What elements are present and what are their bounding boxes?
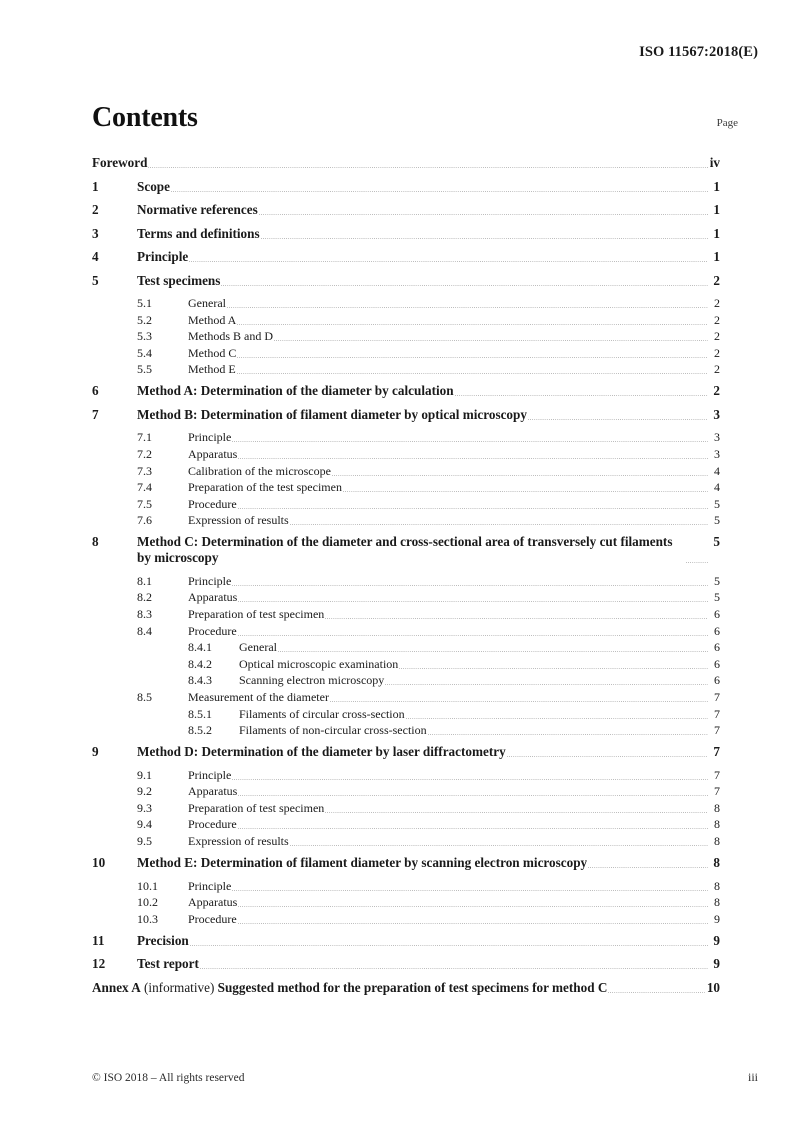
- toc-entry-page-number: 7: [714, 690, 720, 704]
- toc-entry-number: 7.1: [137, 430, 152, 445]
- toc-entry-page-number: 8: [714, 800, 720, 815]
- toc-entry-title: Method A: [188, 312, 237, 327]
- toc-entry-number: 8.4.3: [188, 673, 212, 688]
- toc-entry[interactable]: [92, 497, 720, 512]
- toc-entry-number: 9.1: [137, 767, 152, 782]
- toc-entry-page-number: 5: [714, 496, 720, 511]
- toc-header: [92, 104, 738, 132]
- toc-entry-title: Procedure: [188, 496, 237, 511]
- toc-entry-page-number: 5: [714, 573, 720, 588]
- toc-entry[interactable]: [92, 362, 720, 377]
- toc-entry-title: Scope: [137, 178, 170, 194]
- annex-label: Annex A: [92, 979, 141, 995]
- dot-leader: [190, 945, 708, 946]
- toc-entry[interactable]: [92, 346, 720, 361]
- toc-entry-title: Apparatus: [188, 895, 238, 910]
- toc-entry-number: 10.3: [137, 911, 158, 926]
- toc-entry-page-number: 2: [714, 345, 720, 360]
- dot-leader: [232, 890, 708, 891]
- dot-leader: [428, 734, 708, 735]
- toc-entry-number: 5.3: [137, 329, 152, 344]
- toc-entry-title: Principle: [188, 430, 232, 445]
- toc-entry-page-number: 1: [713, 202, 720, 217]
- toc-entry-title: Principle: [188, 767, 232, 782]
- annex-kind: (informative): [144, 979, 215, 995]
- toc-entry-page-number: 8: [713, 855, 720, 871]
- toc-entry-number: 7.3: [137, 463, 152, 478]
- toc-entry[interactable]: [92, 624, 720, 639]
- toc-entry[interactable]: [92, 155, 720, 171]
- toc-entry-page-number: 6: [714, 656, 720, 671]
- toc-entry-page-number: 7: [714, 767, 720, 782]
- toc-entry-title: Preparation of test specimen: [188, 800, 325, 815]
- toc-entry-title: Procedure: [188, 817, 237, 832]
- toc-entry[interactable]: [92, 590, 720, 605]
- toc-entry-number: 10.2: [137, 895, 158, 910]
- toc-entry-page-number: 6: [714, 607, 720, 622]
- toc-entry-page-number: 6: [714, 673, 720, 688]
- toc-entry-title: Scanning electron microscopy: [239, 673, 385, 688]
- dot-leader: [232, 779, 708, 780]
- toc-entry[interactable]: [92, 707, 720, 722]
- toc-entry-number: 10.1: [137, 878, 158, 893]
- dot-leader: [259, 214, 708, 215]
- toc-entry-number: 11: [92, 932, 105, 948]
- toc-entry[interactable]: [92, 249, 720, 265]
- toc-entry-title: Method E: Determination of filament diameter by scanning electron microscopy: [137, 855, 588, 871]
- toc-entry[interactable]: [92, 329, 720, 344]
- toc-entry[interactable]: [92, 817, 720, 832]
- toc-entry[interactable]: [92, 464, 720, 479]
- toc-entry-page-number: 6: [714, 640, 720, 655]
- toc-entry-title: Foreword: [92, 155, 148, 170]
- toc-entry-title: Test specimens: [137, 272, 221, 288]
- toc-entry[interactable]: [92, 855, 720, 871]
- toc-entry-number: 8.4.1: [188, 640, 212, 655]
- toc-entry[interactable]: [92, 801, 720, 816]
- toc-entry-number: 5.4: [137, 345, 152, 360]
- toc-entry-page-number: 2: [714, 312, 720, 327]
- toc-entry-title: General: [239, 640, 277, 655]
- dot-leader: [238, 508, 708, 509]
- toc-entry-number: 7.4: [137, 480, 152, 495]
- toc-entry[interactable]: [92, 607, 720, 622]
- toc-entry-number: 7.2: [137, 446, 152, 461]
- toc-entry[interactable]: [92, 202, 720, 218]
- toc-entry-page-number: 5: [713, 534, 720, 550]
- dot-leader: [238, 923, 708, 924]
- toc-entry-number: 5.5: [137, 362, 152, 377]
- toc-entry-title: Principle: [188, 573, 232, 588]
- toc-entry[interactable]: [92, 179, 720, 195]
- toc-entry-title: Expression of results: [188, 513, 289, 528]
- toc-entry-number: 1: [92, 178, 99, 194]
- toc-entry-number: 8.5.2: [188, 723, 212, 738]
- toc-entry-page-number: 7: [714, 723, 720, 738]
- toc-entry-page-number: 2: [714, 329, 720, 344]
- toc-entry-number: 8.4.2: [188, 656, 212, 671]
- toc-entry-title: Optical microscopic examination: [239, 656, 399, 671]
- toc-entry-page-number: 2: [714, 296, 720, 310]
- toc-entry-page-number: 1: [713, 249, 720, 264]
- toc-entry-title: Calibration of the microscope: [188, 463, 331, 478]
- toc-entry-title: Method A: Determination of the diameter by calculation: [137, 383, 454, 399]
- toc-entry[interactable]: [92, 673, 720, 688]
- toc-entry-title: Principle: [188, 878, 232, 893]
- dot-leader: [238, 906, 708, 907]
- page-folio: iii: [747, 1070, 758, 1084]
- toc-entry[interactable]: [92, 744, 720, 760]
- dot-leader: [238, 601, 708, 602]
- toc-entry-title: Filaments of circular cross-section: [239, 706, 405, 721]
- toc-entry-page-number: 7: [714, 784, 720, 799]
- dot-leader: [171, 191, 708, 192]
- toc-entry-page-number: 2: [714, 362, 720, 377]
- toc-entry-page-number: 4: [714, 480, 720, 495]
- toc-entry-number: 6: [92, 383, 99, 399]
- toc-entry-number: 8.3: [137, 607, 152, 622]
- toc-entry-title: Apparatus: [188, 446, 238, 461]
- dot-leader: [528, 419, 708, 420]
- dot-leader: [148, 167, 707, 168]
- toc-entry-number: 8.4: [137, 623, 152, 638]
- dot-leader: [343, 491, 708, 492]
- toc-entry-title: Filaments of non-circular cross-section: [239, 723, 427, 738]
- toc-entry-page-number: 7: [713, 744, 720, 760]
- toc-entry-title: Measurement of the diameter: [188, 690, 329, 704]
- toc-entry[interactable]: [92, 447, 720, 462]
- dot-leader: [406, 718, 708, 719]
- dot-leader: [238, 828, 708, 829]
- toc-entry-title: Preparation of test specimen: [188, 607, 325, 622]
- toc-entry-number: 9: [92, 744, 99, 760]
- dot-leader: [385, 684, 708, 685]
- toc-entry[interactable]: [92, 723, 720, 738]
- toc-entry-number: 10: [92, 855, 106, 871]
- dot-leader: [507, 756, 708, 757]
- toc-entry[interactable]: [92, 574, 720, 589]
- toc-entry[interactable]: [92, 430, 720, 445]
- toc-entry[interactable]: [92, 657, 720, 672]
- toc-entry-page-number: 2: [713, 383, 720, 399]
- dot-leader: [221, 285, 708, 286]
- toc-entry-number: 5.1: [137, 296, 152, 310]
- toc-entry-page-number: 2: [713, 272, 720, 288]
- toc-entry-page-number: 3: [714, 430, 720, 445]
- toc-entry-page-number: 8: [714, 817, 720, 832]
- document-footer: [92, 1070, 758, 1085]
- toc-entry-page-number: 8: [714, 834, 720, 849]
- toc-entry-page-number: 3: [713, 406, 720, 422]
- toc-entry-page-number: 5: [714, 590, 720, 605]
- toc-entry[interactable]: [92, 407, 720, 423]
- toc-entry-title: Apparatus: [188, 784, 238, 799]
- toc-entry-number: 5.2: [137, 312, 152, 327]
- toc-entry-number: 8.2: [137, 590, 152, 605]
- toc-entry-page-number: 1: [713, 225, 720, 241]
- document-header-standard-ref: ISO 11567:2018(E): [639, 44, 758, 60]
- dot-leader: [232, 441, 708, 442]
- dot-leader: [238, 635, 708, 636]
- dot-leader: [399, 668, 708, 669]
- toc-entry[interactable]: [92, 834, 720, 849]
- toc-entry-number: 8.5: [137, 690, 152, 704]
- toc-entry-title: Terms and definitions: [137, 225, 260, 241]
- toc-entry-page-number: 9: [714, 911, 720, 926]
- dot-leader: [274, 340, 708, 341]
- toc-entry-number: 7: [92, 406, 99, 422]
- copyright-notice: © ISO 2018 – All rights reserved: [92, 1072, 245, 1084]
- toc-entry-number: 8.5.1: [188, 706, 212, 721]
- dot-leader: [189, 261, 708, 262]
- toc-entry[interactable]: [92, 296, 720, 311]
- dot-leader: [290, 524, 708, 525]
- toc-entry-number: 7.5: [137, 496, 152, 511]
- toc-entry-title: Method D: Determination of the diameter by laser diffractometry: [137, 744, 506, 760]
- dot-leader: [332, 475, 708, 476]
- toc-entry-page-number: 8: [714, 878, 720, 893]
- dot-leader: [608, 992, 704, 993]
- toc-entry-page-number: 1: [713, 178, 720, 194]
- toc-entry-title: Precision: [137, 932, 189, 948]
- dot-leader: [238, 458, 708, 459]
- dot-leader: [237, 324, 708, 325]
- toc-entry[interactable]: [92, 690, 720, 705]
- toc-entry[interactable]: [92, 313, 720, 328]
- toc-entry[interactable]: [92, 956, 720, 972]
- dot-leader: [325, 618, 708, 619]
- table-of-contents-list: [92, 155, 720, 1003]
- toc-entry-title: Method E: [188, 362, 236, 377]
- toc-entry-title: Test report: [137, 956, 199, 972]
- dot-leader: [330, 701, 708, 702]
- toc-entry-number: 3: [92, 225, 99, 241]
- toc-entry[interactable]: [92, 534, 720, 566]
- toc-entry[interactable]: [92, 768, 720, 783]
- toc-entry-number: 9.2: [137, 784, 152, 799]
- toc-entry-title: Method C: Determination of the diameter and cross-sectional area of transversely cut filaments by microscopy: [137, 534, 673, 566]
- annex-title: Suggested method for the preparation of test specimens for method C: [217, 979, 608, 995]
- toc-entry-number: 8: [92, 534, 99, 550]
- dot-leader: [686, 562, 708, 563]
- dot-leader: [290, 845, 708, 846]
- toc-entry-title: Normative references: [137, 202, 258, 217]
- toc-entry-title: Methods B and D: [188, 329, 273, 344]
- toc-entry-title: Expression of results: [188, 834, 289, 849]
- toc-entry[interactable]: [92, 273, 720, 289]
- toc-entry-number: 5: [92, 272, 99, 288]
- toc-entry-number: 8.1: [137, 573, 152, 588]
- toc-entry-annex[interactable]: [92, 980, 720, 996]
- dot-leader: [238, 795, 708, 796]
- toc-entry-title: Apparatus: [188, 590, 238, 605]
- toc-entry[interactable]: [92, 226, 720, 242]
- toc-entry[interactable]: [92, 784, 720, 799]
- annex-page-number: 10: [706, 979, 720, 995]
- toc-entry-number: 12: [92, 956, 106, 972]
- toc-entry-number: 7.6: [137, 513, 152, 528]
- dot-leader: [237, 357, 708, 358]
- toc-entry-page-number: 9: [713, 956, 720, 972]
- toc-entry-number: 4: [92, 249, 99, 264]
- toc-entry[interactable]: [92, 879, 720, 894]
- dot-leader: [325, 812, 708, 813]
- dot-leader: [232, 585, 708, 586]
- dot-leader: [227, 307, 708, 308]
- toc-entry-number: 9.3: [137, 800, 152, 815]
- dot-leader: [237, 373, 708, 374]
- toc-entry-page-number: iv: [709, 155, 720, 170]
- page-column-label: Page: [716, 117, 738, 129]
- dot-leader: [278, 651, 708, 652]
- toc-entry-title: Procedure: [188, 623, 237, 638]
- toc-entry-title: Method B: Determination of filament diameter by optical microscopy: [137, 406, 527, 422]
- toc-entry-title: Method C: [188, 345, 237, 360]
- toc-entry-page-number: 7: [714, 706, 720, 721]
- toc-entry-title: Procedure: [188, 911, 237, 926]
- toc-entry[interactable]: [92, 640, 720, 655]
- toc-entry-title: Preparation of the test specimen: [188, 480, 342, 495]
- toc-entry[interactable]: [92, 480, 720, 495]
- dot-leader: [200, 968, 708, 969]
- toc-entry-title: General: [188, 296, 226, 310]
- toc-entry[interactable]: [92, 933, 720, 949]
- dot-leader: [261, 238, 708, 239]
- toc-entry-number: 2: [92, 202, 99, 217]
- toc-entry-page-number: 6: [714, 623, 720, 638]
- toc-entry-page-number: 4: [714, 463, 720, 478]
- toc-entry-number: 9.4: [137, 817, 152, 832]
- dot-leader: [588, 867, 708, 868]
- page-title: Contents: [92, 102, 198, 133]
- toc-entry-page-number: 9: [713, 932, 720, 948]
- toc-entry-title: Principle: [137, 249, 189, 264]
- toc-entry-number: 9.5: [137, 834, 152, 849]
- toc-entry-page-number: 5: [714, 513, 720, 528]
- toc-entry[interactable]: [92, 513, 720, 528]
- dot-leader: [455, 395, 708, 396]
- toc-entry[interactable]: [92, 895, 720, 910]
- toc-entry-page-number: 3: [714, 446, 720, 461]
- toc-entry[interactable]: [92, 383, 720, 399]
- toc-entry-page-number: 8: [714, 895, 720, 910]
- toc-entry[interactable]: [92, 912, 720, 927]
